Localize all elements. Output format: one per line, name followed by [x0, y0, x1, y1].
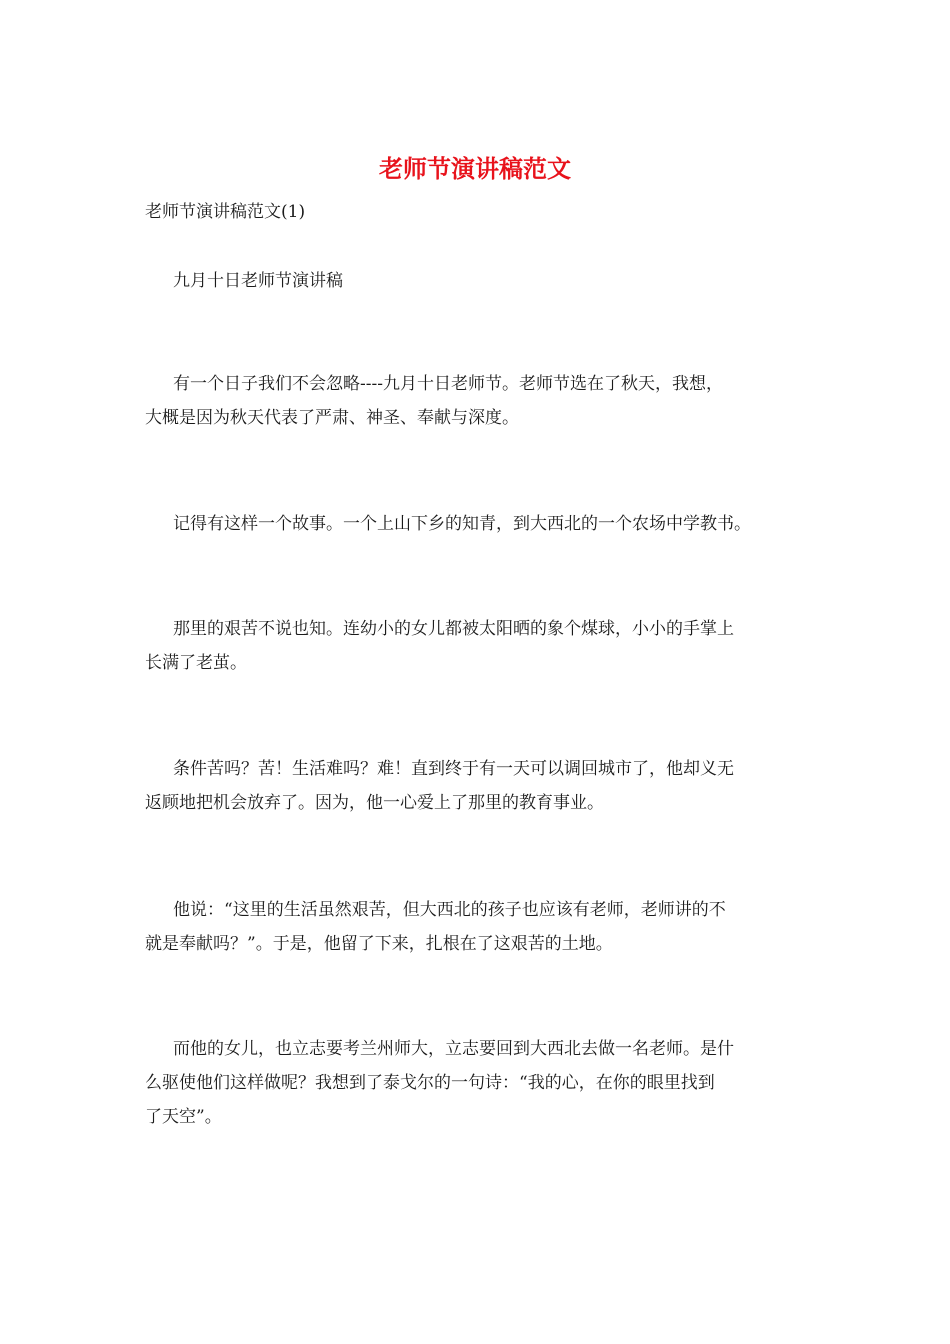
paragraph-5-rest: 就是奉献吗？”。于是，他留了下来，扎根在了这艰苦的土地。: [145, 934, 613, 954]
document-subtitle: 老师节演讲稿范文(1): [145, 202, 306, 222]
speech-heading-text: 九月十日老师节演讲稿: [173, 271, 343, 291]
speech-heading: [145, 264, 815, 298]
paragraph-6: [145, 1032, 815, 1134]
paragraph-2: [145, 507, 815, 541]
paragraph-1-first-line: 有一个日子我们不会忽略----九月十日老师节。老师节选在了秋天，我想，: [173, 374, 723, 394]
paragraph-1-rest: 大概是因为秋天代表了严肃、神圣、奉献与深度。: [145, 408, 519, 428]
paragraph-4-first-line: 条件苦吗？苦！生活难吗？难！直到终于有一天可以调回城市了，他却义无: [173, 759, 734, 779]
paragraph-2-first-line: 记得有这样一个故事。一个上山下乡的知青，到大西北的一个农场中学教书。: [173, 514, 751, 534]
paragraph-1: [145, 367, 815, 435]
paragraph-3-rest: 长满了老茧。: [145, 653, 247, 673]
paragraph-5-first-line: 他说：“这里的生活虽然艰苦，但大西北的孩子也应该有老师，老师讲的不: [173, 900, 726, 920]
document-title: 老师节演讲稿范文: [379, 154, 571, 183]
paragraph-3: [145, 612, 815, 680]
paragraph-5: [145, 893, 815, 961]
paragraph-4-rest: 返顾地把机会放弃了。因为，他一心爱上了那里的教育事业。: [145, 793, 604, 813]
paragraph-3-first-line: 那里的艰苦不说也知。连幼小的女儿都被太阳晒的象个煤球，小小的手掌上: [173, 619, 734, 639]
paragraph-6-first-line: 而他的女儿，也立志要考兰州师大，立志要回到大西北去做一名老师。是什: [173, 1039, 734, 1059]
paragraph-6-rest: 么驱使他们这样做呢？我想到了泰戈尔的一句诗：“我的心，在你的眼里找到 了天空”。: [145, 1073, 715, 1127]
paragraph-4: [145, 752, 815, 820]
